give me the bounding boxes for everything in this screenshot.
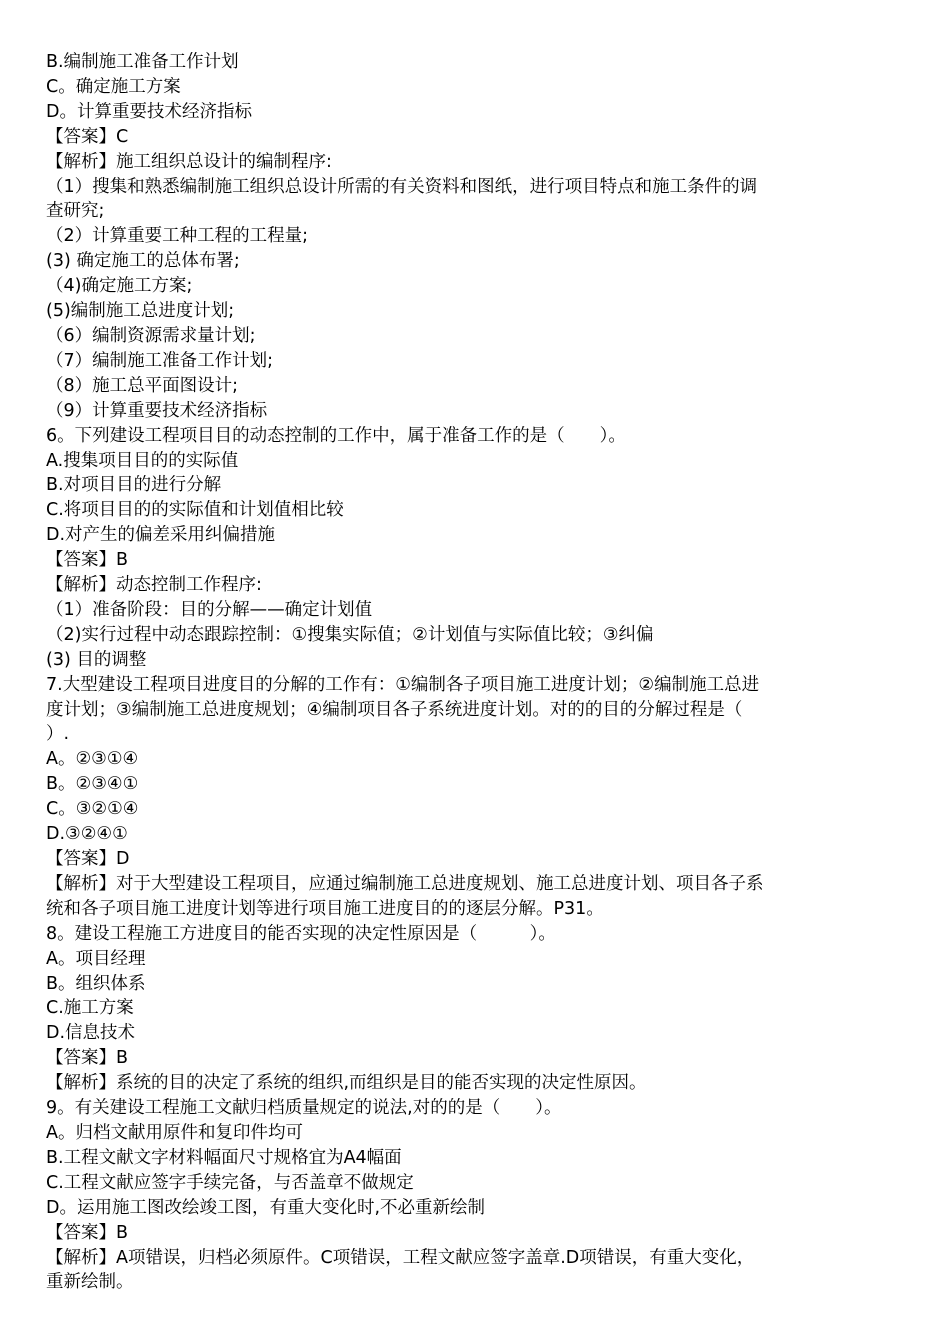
analysis-q5-step9: （9）计算重要技术经济指标 (46, 400, 268, 421)
question-7-end: ）. (46, 724, 70, 745)
option-c-q9: C.工程文献应签字手续完备，与否盖章不做规定 (46, 1172, 414, 1193)
option-d-q9: D。运用施工图改绘竣工图，有重大变化时,不必重新绘制 (46, 1197, 486, 1218)
answer-q7: 【答案】D (46, 849, 130, 869)
option-c-q6: C.将项目目的的实际值和计划值相比较 (46, 500, 344, 521)
analysis-q8: 【解析】系统的目的决定了系统的组织,而组织是目的能否实现的决定性原因。 (46, 1073, 647, 1094)
answer-q6: 【答案】B (46, 550, 129, 571)
option-a-q9: A。归档文献用原件和复印件均可 (46, 1122, 303, 1143)
option-a-q7: A。②③①④ (46, 749, 139, 770)
analysis-q6: 【解析】动态控制工作程序: (46, 575, 262, 596)
analysis-q5-step4: （4)确定施工方案; (46, 276, 193, 297)
analysis-q7-cont: 统和各子项目施工进度计划等进行项目施工进度目的的逐层分解。P31。 (46, 898, 604, 919)
analysis-q5-step2: （2）计算重要工种工程的工程量; (46, 226, 309, 247)
option-a-q6: A.搜集项目目的的实际值 (46, 450, 239, 471)
option-d-q6: D.对产生的偏差采用纠偏措施 (46, 525, 276, 546)
option-b-q6: B.对项目目的进行分解 (46, 475, 222, 496)
question-7-cont: 度计划；③编制施工总进度规划；④编制项目各子系统进度计划。对的的目的分解过程是（ (46, 699, 743, 720)
analysis-q5-step1: （1）搜集和熟悉编制施工组织总设计所需的有关资料和图纸，进行项目特点和施工条件的调 (46, 176, 758, 197)
question-9: 9。有关建设工程施工文献归档质量规定的说法,对的的是（ ）。 (46, 1098, 562, 1119)
analysis-q6-step2: （2)实行过程中动态跟踪控制：①搜集实际值；②计划值与实际值比较；③纠偏 (46, 624, 654, 645)
analysis-q5-step8: （8）施工总平面图设计; (46, 375, 239, 396)
question-6: 6。下列建设工程项目目的动态控制的工作中，属于准备工作的是（ ）。 (46, 425, 626, 446)
option-b-q8: B。组织体系 (46, 973, 146, 994)
analysis-q5-step3: (3) 确定施工的总体布署; (46, 251, 240, 272)
option-d-q8: D.信息技术 (46, 1023, 136, 1044)
analysis-q5-step5: (5)编制施工总进度计划; (46, 301, 235, 322)
analysis-q5: 【解析】施工组织总设计的编制程序: (46, 151, 332, 172)
analysis-q5-step7: （7）编制施工准备工作计划; (46, 350, 274, 371)
analysis-q5-step1-cont: 查研究; (46, 201, 105, 222)
option-b-q5: B.编制施工准备工作计划 (46, 52, 239, 72)
answer-q5: 【答案】C (46, 126, 129, 147)
option-a-q8: A。项目经理 (46, 948, 146, 969)
option-d-q7: D.③②④① (46, 824, 128, 845)
analysis-q5-step6: （6）编制资源需求量计划; (46, 325, 256, 346)
answer-q8: 【答案】B (46, 1048, 129, 1069)
option-b-q9: B.工程文献文字材料幅面尺寸规格宜为A4幅面 (46, 1147, 402, 1168)
option-c-q7: C。③②①④ (46, 799, 139, 820)
question-7: 7.大型建设工程项目进度目的分解的工作有：①编制各子项目施工进度计划；②编制施工总进 (46, 674, 760, 695)
option-d-q5: D。计算重要技术经济指标 (46, 101, 252, 122)
option-c-q5: C。确定施工方案 (46, 76, 181, 97)
question-8: 8。建设工程施工方进度目的能否实现的决定性原因是（ ）。 (46, 923, 556, 944)
option-b-q7: B。②③④① (46, 774, 139, 795)
document-page (46, 50, 906, 1295)
analysis-q9-cont: 重新绘制。 (46, 1272, 134, 1293)
analysis-q6-step3: (3) 目的调整 (46, 649, 147, 670)
analysis-q9: 【解析】A项错误，归档必须原件。C项错误，工程文献应签字盖章.D项错误，有重大变化， (46, 1247, 755, 1268)
answer-q9: 【答案】B (46, 1222, 129, 1243)
option-c-q8: C.施工方案 (46, 998, 134, 1019)
analysis-q6-step1: （1）准备阶段：目的分解——确定计划值 (46, 599, 373, 620)
analysis-q7: 【解析】对于大型建设工程项目，应通过编制施工总进度规划、施工总进度计划、项目各子系 (46, 873, 764, 894)
